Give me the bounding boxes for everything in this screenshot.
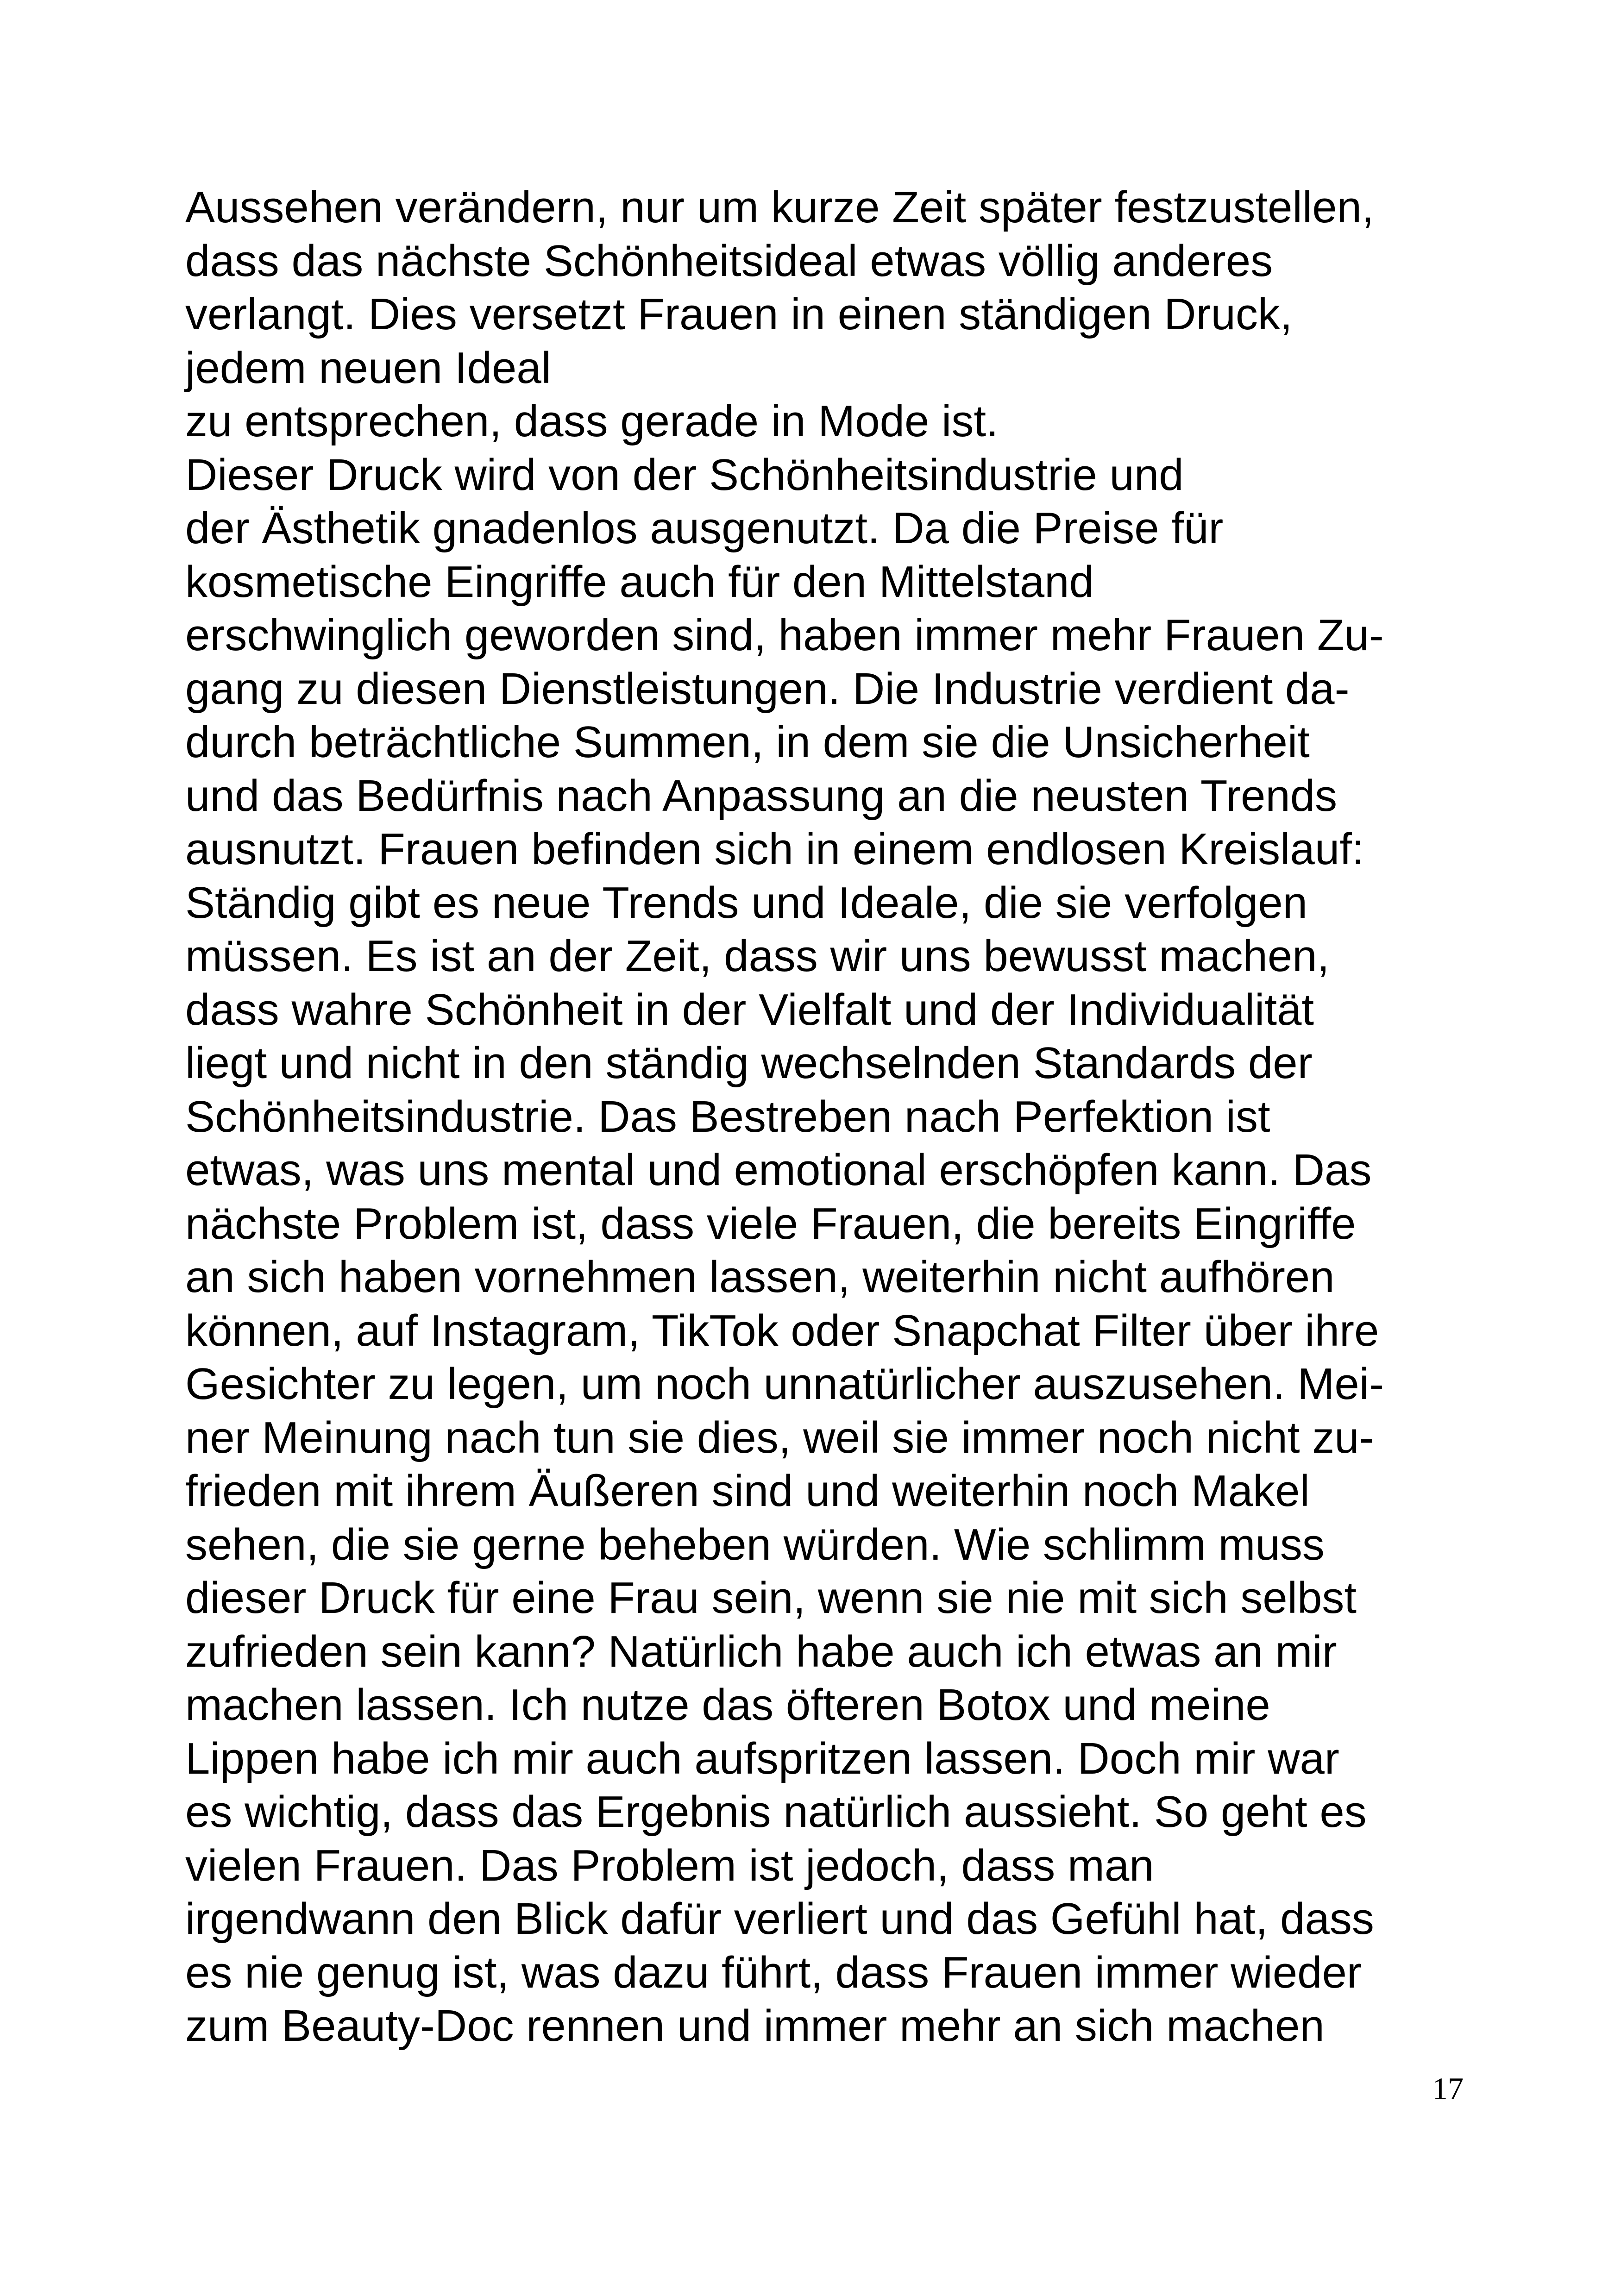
text-line: machen lassen. Ich nutze das öfteren Botox und meine: [185, 1680, 1270, 1730]
text-line: Schönheitsindustrie. Das Bestreben nach Perfektion ist: [185, 1092, 1270, 1142]
text-line: etwas, was uns mental und emotional erschöpfen kann. Das: [185, 1145, 1372, 1195]
text-line: Lippen habe ich mir auch aufspritzen lassen. Doch mir war: [185, 1733, 1339, 1783]
text-line: ausnutzt. Frauen befinden sich in einem endlosen Kreislauf:: [185, 824, 1364, 874]
text-line: dass das nächste Schönheitsideal etwas völlig anderes: [185, 236, 1273, 286]
text-line: es wichtig, dass das Ergebnis natürlich aussieht. So geht es: [185, 1787, 1367, 1837]
text-line: frieden mit ihrem Äußeren sind und weiterhin noch Makel: [185, 1466, 1310, 1516]
text-line: können, auf Instagram, TikTok oder Snapchat Filter über ihre: [185, 1305, 1379, 1355]
text-line: ner Meinung nach tun sie dies, weil sie immer noch nicht zu-: [185, 1412, 1374, 1462]
text-line: Gesichter zu legen, um noch unnatürlicher auszusehen. Mei-: [185, 1359, 1384, 1409]
text-line: Ständig gibt es neue Trends und Ideale, die sie verfolgen: [185, 878, 1308, 928]
text-line: Dieser Druck wird von der Schönheitsindustrie und: [185, 450, 1184, 500]
text-line: zufrieden sein kann? Natürlich habe auch ich etwas an mir: [185, 1626, 1337, 1676]
text-line: kosmetische Eingriffe auch für den Mittelstand: [185, 557, 1094, 607]
text-line: nächste Problem ist, dass viele Frauen, die bereits Eingriffe: [185, 1198, 1356, 1248]
text-line: sehen, die sie gerne beheben würden. Wie schlimm muss: [185, 1519, 1325, 1569]
text-line: vielen Frauen. Das Problem ist jedoch, dass man: [185, 1840, 1154, 1890]
text-line: liegt und nicht in den ständig wechselnden Standards der: [185, 1038, 1313, 1088]
text-line: jedem neuen Ideal: [185, 343, 551, 393]
text-line: Aussehen verändern, nur um kurze Zeit später festzustellen,: [185, 182, 1374, 232]
text-line: erschwinglich geworden sind, haben immer mehr Frauen Zu-: [185, 610, 1384, 660]
text-line: dieser Druck für eine Frau sein, wenn sie nie mit sich selbst: [185, 1573, 1357, 1623]
body-paragraph: [185, 181, 1464, 2053]
text-line: der Ästhetik gnadenlos ausgenutzt. Da die Preise für: [185, 503, 1224, 553]
text-line: gang zu diesen Dienstleistungen. Die Industrie verdient da-: [185, 664, 1350, 714]
text-line: irgendwann den Blick dafür verliert und das Gefühl hat, dass: [185, 1894, 1374, 1944]
page-number: 17: [1432, 2071, 1464, 2106]
text-line: zum Beauty-Doc rennen und immer mehr an sich machen: [185, 2001, 1325, 2051]
text-line: zu entsprechen, dass gerade in Mode ist.: [185, 396, 999, 446]
text-line: an sich haben vornehmen lassen, weiterhin nicht aufhören: [185, 1252, 1335, 1302]
text-line: es nie genug ist, was dazu führt, dass Frauen immer wieder: [185, 1947, 1362, 1997]
text-line: durch beträchtliche Summen, in dem sie die Unsicherheit: [185, 717, 1310, 767]
text-line: verlangt. Dies versetzt Frauen in einen ständigen Druck,: [185, 289, 1293, 339]
text-line: dass wahre Schönheit in der Vielfalt und der Individualität: [185, 985, 1314, 1035]
text-line: und das Bedürfnis nach Anpassung an die neusten Trends: [185, 771, 1338, 821]
text-line: müssen. Es ist an der Zeit, dass wir uns bewusst machen,: [185, 931, 1330, 981]
